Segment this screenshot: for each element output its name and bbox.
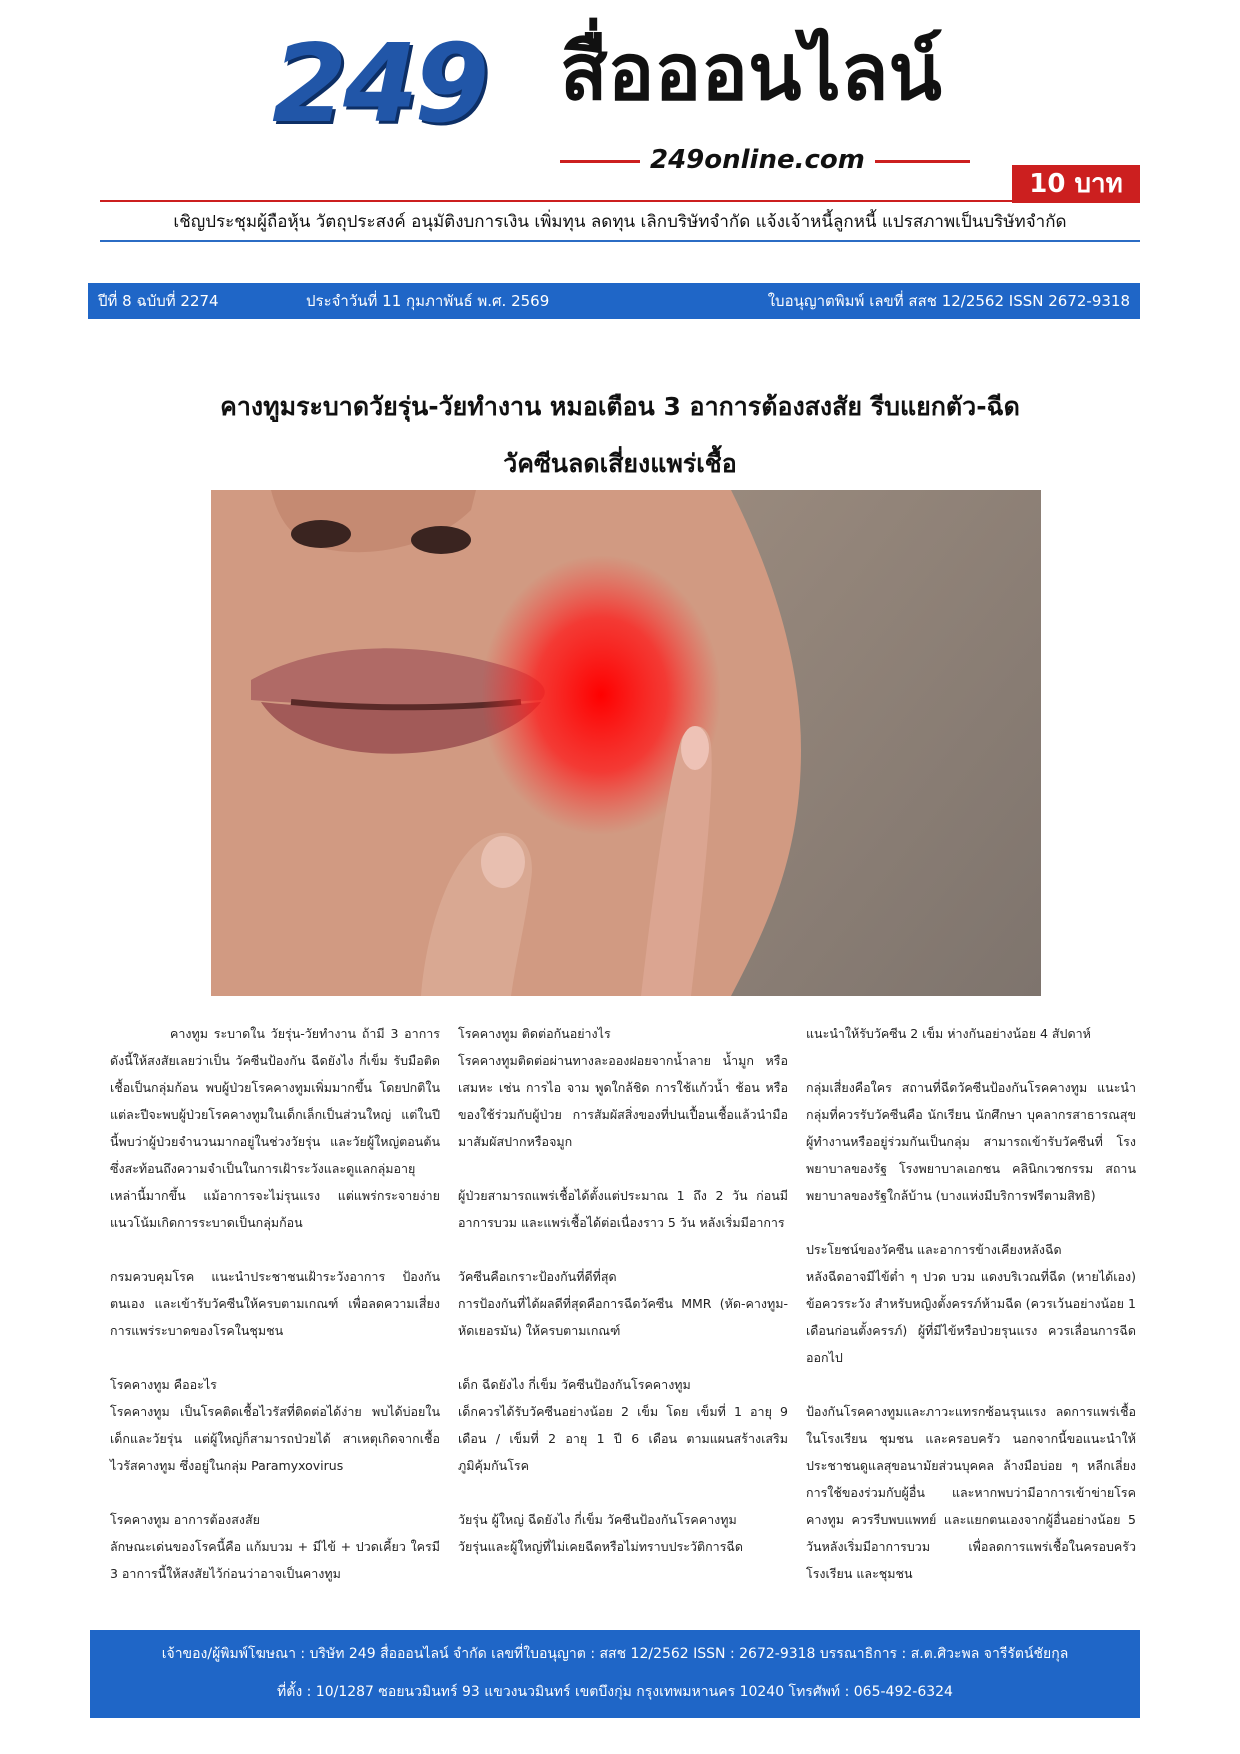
paragraph: การป้องกันที่ได้ผลดีที่สุดคือการฉีดวัคซีน MMR (หัด-คางทูม-หัดเยอรมัน) ให้ครบตามเกณฑ์	[458, 1296, 788, 1338]
section-heading: ประโยชน์ของวัคซีน และอาการข้างเคียงหลังฉีด	[806, 1242, 1062, 1257]
paragraph: กลุ่มเสี่ยงคือใคร สถานที่ฉีดวัคซีนป้องกันโรคคางทูม แนะนำกลุ่มที่ควรรับวัคซีนคือ นักเรียน นักศึกษา บุคลากรสาธารณสุข ผู้ทำงานหรืออยู่ร่วมกันเป็นกลุ่ม สามารถเข้ารับวัคซีนที่ โรงพยาบาลของรัฐ โรงพยาบาลเอกชน คลินิกเวชกรรม สถานพยาบาลของรัฐใกล้บ้าน (บางแห่งมีบริการฟรีตามสิทธิ)	[806, 1080, 1136, 1203]
section-block	[110, 1371, 440, 1479]
red-divider	[100, 200, 1140, 202]
issue-license: ใบอนุญาตพิมพ์ เลขที่ สสช 12/2562 ISSN 2672-9318	[767, 292, 1130, 310]
publisher-footer	[90, 1630, 1140, 1718]
headline-line-2: วัคซีนลดเสี่ยงแพร่เชื้อ	[503, 449, 737, 478]
website-label: 249online.com	[640, 144, 875, 176]
footer-publisher-line: เจ้าของ/ผู้พิมพ์โฆษณา : บริษัท 249 สื่อออนไลน์ จำกัด เลขที่ใบอนุญาต : สสช 12/2562 ISSN : 2672-9318 บรรณาธิการ : ส.ต.ศิวะพล จารีรัตน์ชัยกุล	[161, 1646, 1069, 1662]
tagline: เชิญประชุมผู้ถือหุ้น วัตถุประสงค์ อนุมัติงบการเงิน เพิ่มทุน ลดทุน เลิกบริษัทจำกัด แจ้งเจ้าหนี้ลูกหนี้ แปรสภาพเป็นบริษัทจำกัด	[173, 212, 1067, 232]
article-body	[110, 1020, 1136, 1630]
column-2	[458, 1020, 788, 1587]
section-heading: โรคคางทูม อาการต้องสงสัย	[110, 1512, 260, 1527]
section-block	[110, 1506, 440, 1587]
footer-address-line: ที่ตั้ง : 10/1287 ซอยนวมินทร์ 93 แขวงนวมินทร์ เขตบึงกุ่ม กรุงเทพมหานคร 10240 โทรศัพท์ : 065-492-6324	[277, 1684, 953, 1700]
masthead	[0, 0, 1240, 200]
issue-date: ประจำวันที่ 11 กุมภาพันธ์ พ.ศ. 2569	[306, 292, 550, 310]
paragraph: เด็กควรได้รับวัคซีนอย่างน้อย 2 เข็ม โดย เข็มที่ 1 อายุ 9 เดือน / เข็มที่ 2 อายุ 1 ปี 6 เดือน ตามแผนสร้างเสริมภูมิคุ้มกันโรค	[458, 1404, 788, 1473]
article-headline	[110, 378, 1130, 492]
logo-wordmark: สื่อออนไลน์	[560, 28, 942, 118]
column-3	[806, 1020, 1136, 1614]
section-heading: โรคคางทูม คืออะไร	[110, 1377, 217, 1392]
issue-bar	[88, 283, 1140, 319]
section-block	[458, 1506, 788, 1560]
paragraph: ป้องกันโรคคางทูมและภาวะแทรกซ้อนรุนแรง ลดการแพร่เชื้อในโรงเรียน ชุมชน และครอบครัว นอกจากนี้ขอแนะนำให้ประชาชนดูแลสุขอนามัยส่วนบุคคล ล้างมือบ่อย ๆ หลีกเลี่ยงการใช้ของร่วมกับผู้อื่น และหากพบว่ามีอาการเข้าข่ายโรคคางทูม ควรรีบพบแพทย์ และแยกตนเองจากผู้อื่นอย่างน้อย 5 วันหลังเริ่มมีอาการบวม เพื่อลดการแพร่เชื้อในครอบครัว โรงเรียน และชุมชน	[806, 1404, 1136, 1581]
paragraph: แนะนำให้รับวัคซีน 2 เข็ม ห่างกันอย่างน้อย 4 สัปดาห์	[806, 1026, 1091, 1041]
blue-divider	[100, 240, 1140, 242]
paragraph: ลักษณะเด่นของโรคนี้คือ แก้มบวม + มีไข้ + ปวดเคี้ยว ใครมี 3 อาการนี้ให้สงสัยไว้ก่อนว่าอาจเป็นคางทูม	[110, 1539, 440, 1581]
price-badge: 10 บาท	[1012, 165, 1140, 203]
article-photo	[211, 490, 1041, 996]
paragraph: โรคคางทูม เป็นโรคติดเชื้อไวรัสที่ติดต่อได้ง่าย พบได้บ่อยในเด็กและวัยรุ่น แต่ผู้ใหญ่ก็สามารถป่วยได้ สาเหตุเกิดจากเชื้อไวรัสคางทูม ซึ่งอยู่ในกลุ่ม Paramyxovirus	[110, 1404, 440, 1473]
section-block	[458, 1263, 788, 1344]
column-1	[110, 1020, 440, 1614]
paragraph: วัยรุ่นและผู้ใหญ่ที่ไม่เคยฉีดหรือไม่ทราบประวัติการฉีด	[458, 1539, 744, 1554]
paragraph: คางทูม ระบาดใน วัยรุ่น-วัยทำงาน ถ้ามี 3 อาการดังนี้ให้สงสัยเลยว่าเป็น วัคซีนป้องกัน ฉีดยังไง กี่เข็ม รับมือติดเชื้อเป็นกลุ่มก้อน พบผู้ป่วยโรคคางทูมเพิ่มมากขึ้น โดยปกติในแต่ละปีจะพบผู้ป่วยโรคคางทูมในเด็กเล็กเป็นส่วนใหญ่ แต่ในปีนี้พบว่าผู้ป่วยจำนวนมากอยู่ในช่วงวัยรุ่น และวัยผู้ใหญ่ตอนต้น ซึ่งสะท้อนถึงความจำเป็นในการเฝ้าระวังและดูแลกลุ่มอายุเหล่านี้มากขึ้น แม้อาการจะไม่รุนแรง แต่แพร่กระจายง่าย แนวโน้มเกิดการระบาดเป็นกลุ่มก้อน	[110, 1026, 440, 1230]
issue-number: ปีที่ 8 ฉบับที่ 2274	[98, 292, 219, 310]
headline-line-1: คางทูมระบาดวัยรุ่น-วัยทำงาน หมอเตือน 3 อาการต้องสงสัย รีบแยกตัว-ฉีด	[220, 392, 1020, 421]
swollen-cheek-photo	[211, 490, 1041, 996]
paragraph: ผู้ป่วยสามารถแพร่เชื้อได้ตั้งแต่ประมาณ 1 ถึง 2 วัน ก่อนมีอาการบวม และแพร่เชื้อได้ต่อเนื่องราว 5 วัน หลังเริ่มมีอาการ	[458, 1188, 788, 1230]
paragraph: โรคคางทูมติดต่อผ่านทางละอองฝอยจากน้ำลาย น้ำมูก หรือเสมหะ เช่น การไอ จาม พูดใกล้ชิด การใช้แก้วน้ำ ช้อน หรือของใช้ร่วมกับผู้ป่วย การสัมผัสสิ่งของที่ปนเปื้อนเชื้อแล้วนำมือมาสัมผัสปากหรือจมูก	[458, 1053, 788, 1149]
section-block	[806, 1236, 1136, 1371]
paragraph: กรมควบคุมโรค แนะนำประชาชนเฝ้าระวังอาการ ป้องกันตนเอง และเข้ารับวัคซีนให้ครบตามเกณฑ์ เพื่อลดความเสี่ยงการแพร่ระบาดของโรคในชุมชน	[110, 1269, 440, 1338]
section-heading: วัยรุ่น ผู้ใหญ่ ฉีดยังไง กี่เข็ม วัคซีนป้องกันโรคคางทูม	[458, 1512, 737, 1527]
section-heading: โรคคางทูม ติดต่อกันอย่างไร	[458, 1026, 611, 1041]
section-block	[458, 1371, 788, 1479]
section-heading: วัคซีนคือเกราะป้องกันที่ดีที่สุด	[458, 1269, 617, 1284]
paragraph: หลังฉีดอาจมีไข้ต่ำ ๆ ปวด บวม แดงบริเวณที่ฉีด (หายได้เอง) ข้อควรระวัง สำหรับหญิงตั้งครรภ์ห้ามฉีด (ควรเว้นอย่างน้อย 1 เดือนก่อนตั้งครรภ์) ผู้ที่มีไข้หรือป่วยรุนแรง ควรเลื่อนการฉีดออกไป	[806, 1269, 1136, 1365]
logo-number: 249	[272, 22, 486, 147]
section-heading: เด็ก ฉีดยังไง กี่เข็ม วัคซีนป้องกันโรคคางทูม	[458, 1377, 691, 1392]
